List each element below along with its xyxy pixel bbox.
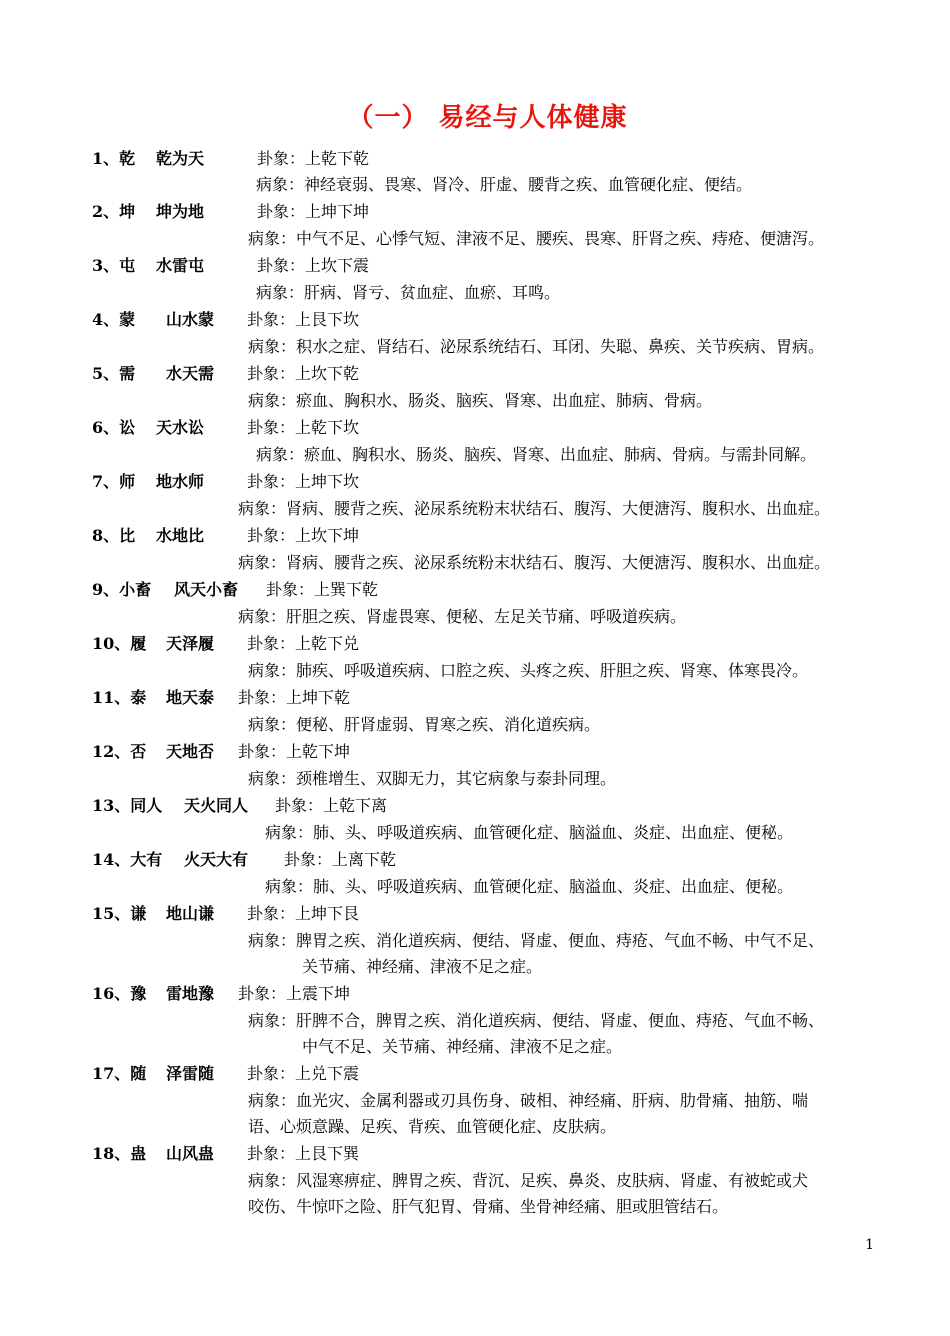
gua-xiang: 卦象：上震下坤	[238, 984, 351, 1003]
bing-xiang: 病象：肝胆之疾、肾虚畏寒、便秘、左足关节痛、呼吸道疾病。	[238, 607, 687, 626]
bing-xiang: 病象：便秘、肝肾虚弱、胃寒之疾、消化道疾病。	[248, 715, 601, 734]
hexagram-name: 山风蛊	[166, 1144, 215, 1163]
bing-xiang: 病象：肾病、腰背之疾、泌尿系统粉末状结石、腹泻、大便溏泻、腹积水、出血症。	[238, 499, 831, 518]
gua-xiang: 卦象：上乾下坎	[247, 418, 360, 437]
gua-xiang: 卦象：上坤下艮	[247, 904, 360, 923]
bing-xiang: 病象：血光灾、金属利器或刃具伤身、破相、神经痛、肝病、肋骨痛、抽筋、喘	[248, 1091, 809, 1110]
gua-xiang: 卦象：上坎下震	[257, 256, 370, 275]
gua-xiang: 卦象：上坎下乾	[247, 364, 360, 383]
hexagram-name: 火天大有	[184, 850, 249, 869]
hexagram-name: 天地否	[166, 742, 215, 761]
hexagram-number: 8、比	[92, 526, 136, 545]
bing-xiang: 病象：神经衰弱、畏寒、肾冷、肝虚、腰背之疾、血管硬化症、便结。	[256, 175, 753, 194]
bing-xiang: 病象：瘀血、胸积水、肠炎、脑疾、肾寒、出血症、肺病、骨病。	[248, 391, 713, 410]
bing-xiang-continued: 咬伤、牛惊吓之险、肝气犯胃、骨痛、坐骨神经痛、胆或胆管结石。	[248, 1197, 729, 1216]
hexagram-number: 9、小畜	[92, 580, 152, 599]
hexagram-number: 18、蛊	[92, 1144, 147, 1163]
bing-xiang: 病象：颈椎增生、双脚无力，其它病象与泰卦同理。	[248, 769, 617, 788]
hexagram-name: 坤为地	[156, 202, 205, 221]
hexagram-number: 3、屯	[92, 256, 136, 275]
bing-xiang-continued: 中气不足、关节痛、神经痛、津液不足之症。	[302, 1037, 623, 1056]
hexagram-name: 乾为天	[156, 149, 205, 168]
hexagram-name: 水地比	[156, 526, 205, 545]
gua-xiang: 卦象：上艮下坎	[247, 310, 360, 329]
hexagram-number: 15、谦	[92, 904, 147, 923]
gua-xiang: 卦象：上乾下乾	[257, 149, 370, 168]
gua-xiang: 卦象：上坤下乾	[238, 688, 351, 707]
bing-xiang: 病象：瘀血、胸积水、肠炎、脑疾、肾寒、出血症、肺病、骨病。与需卦同解。	[256, 445, 817, 464]
hexagram-number: 17、随	[92, 1064, 147, 1083]
hexagram-name: 天水讼	[156, 418, 205, 437]
gua-xiang: 卦象：上艮下巽	[247, 1144, 360, 1163]
gua-xiang: 卦象：上坤下坤	[257, 202, 370, 221]
bing-xiang: 病象：肝病、肾亏、贫血症、血瘀、耳鸣。	[256, 283, 561, 302]
bing-xiang: 病象：脾胃之疾、消化道疾病、便结、肾虚、便血、痔疮、气血不畅、中气不足、	[248, 931, 825, 950]
bing-xiang: 病象：风湿寒痹症、脾胃之疾、背沉、足疾、鼻炎、皮肤病、肾虚、有被蛇或犬	[248, 1171, 809, 1190]
hexagram-name: 雷地豫	[166, 984, 215, 1003]
hexagram-name: 山水蒙	[166, 310, 215, 329]
hexagram-name: 天泽履	[166, 634, 215, 653]
bing-xiang: 病象：中气不足、心悸气短、津液不足、腰疾、畏寒、肝肾之疾、痔疮、便溏泻。	[248, 229, 825, 248]
hexagram-number: 10、履	[92, 634, 147, 653]
bing-xiang: 病象：肺、头、呼吸道疾病、血管硬化症、脑溢血、炎症、出血症、便秘。	[265, 877, 794, 896]
page-number: 1	[865, 1237, 874, 1253]
hexagram-number: 12、否	[92, 742, 147, 761]
gua-xiang: 卦象：上兑下震	[247, 1064, 360, 1083]
hexagram-number: 5、需	[92, 364, 136, 383]
hexagram-number: 16、豫	[92, 984, 147, 1003]
hexagram-name: 地水师	[156, 472, 205, 491]
page-title: （一） 易经与人体健康	[347, 103, 628, 133]
hexagram-name: 地天泰	[166, 688, 215, 707]
hexagram-name: 水雷屯	[156, 256, 205, 275]
bing-xiang: 病象：肺、头、呼吸道疾病、血管硬化症、脑溢血、炎症、出血症、便秘。	[265, 823, 794, 842]
hexagram-number: 2、坤	[92, 202, 136, 221]
hexagram-number: 7、师	[92, 472, 136, 491]
gua-xiang: 卦象：上坤下坎	[247, 472, 360, 491]
hexagram-number: 13、同人	[92, 796, 163, 815]
hexagram-number: 14、大有	[92, 850, 163, 869]
hexagram-name: 地山谦	[166, 904, 215, 923]
hexagram-name: 泽雷随	[166, 1064, 215, 1083]
bing-xiang-continued: 语、心烦意躁、足疾、背疾、血管硬化症、皮肤病。	[248, 1117, 617, 1136]
gua-xiang: 卦象：上乾下坤	[238, 742, 351, 761]
hexagram-name: 风天小畜	[174, 580, 239, 599]
hexagram-number: 6、讼	[92, 418, 136, 437]
hexagram-number: 4、蒙	[92, 310, 136, 329]
bing-xiang: 病象：肝脾不合，脾胃之疾、消化道疾病、便结、肾虚、便血、痔疮、气血不畅、	[248, 1011, 825, 1030]
hexagram-name: 天火同人	[184, 796, 249, 815]
bing-xiang: 病象：积水之症、肾结石、泌尿系统结石、耳闭、失聪、鼻疾、关节疾病、胃病。	[248, 337, 825, 356]
bing-xiang: 病象：肾病、腰背之疾、泌尿系统粉末状结石、腹泻、大便溏泻、腹积水、出血症。	[238, 553, 831, 572]
gua-xiang: 卦象：上乾下离	[275, 796, 388, 815]
bing-xiang-continued: 关节痛、神经痛、津液不足之症。	[302, 957, 543, 976]
gua-xiang: 卦象：上坎下坤	[247, 526, 360, 545]
hexagram-name: 水天需	[166, 364, 215, 383]
hexagram-number: 11、泰	[92, 688, 147, 707]
hexagram-number: 1、乾	[92, 149, 136, 168]
gua-xiang: 卦象：上乾下兑	[247, 634, 360, 653]
bing-xiang: 病象：肺疾、呼吸道疾病、口腔之疾、头疼之疾、肝胆之疾、肾寒、体寒畏冷。	[248, 661, 809, 680]
gua-xiang: 卦象：上离下乾	[284, 850, 397, 869]
gua-xiang: 卦象：上巽下乾	[266, 580, 379, 599]
